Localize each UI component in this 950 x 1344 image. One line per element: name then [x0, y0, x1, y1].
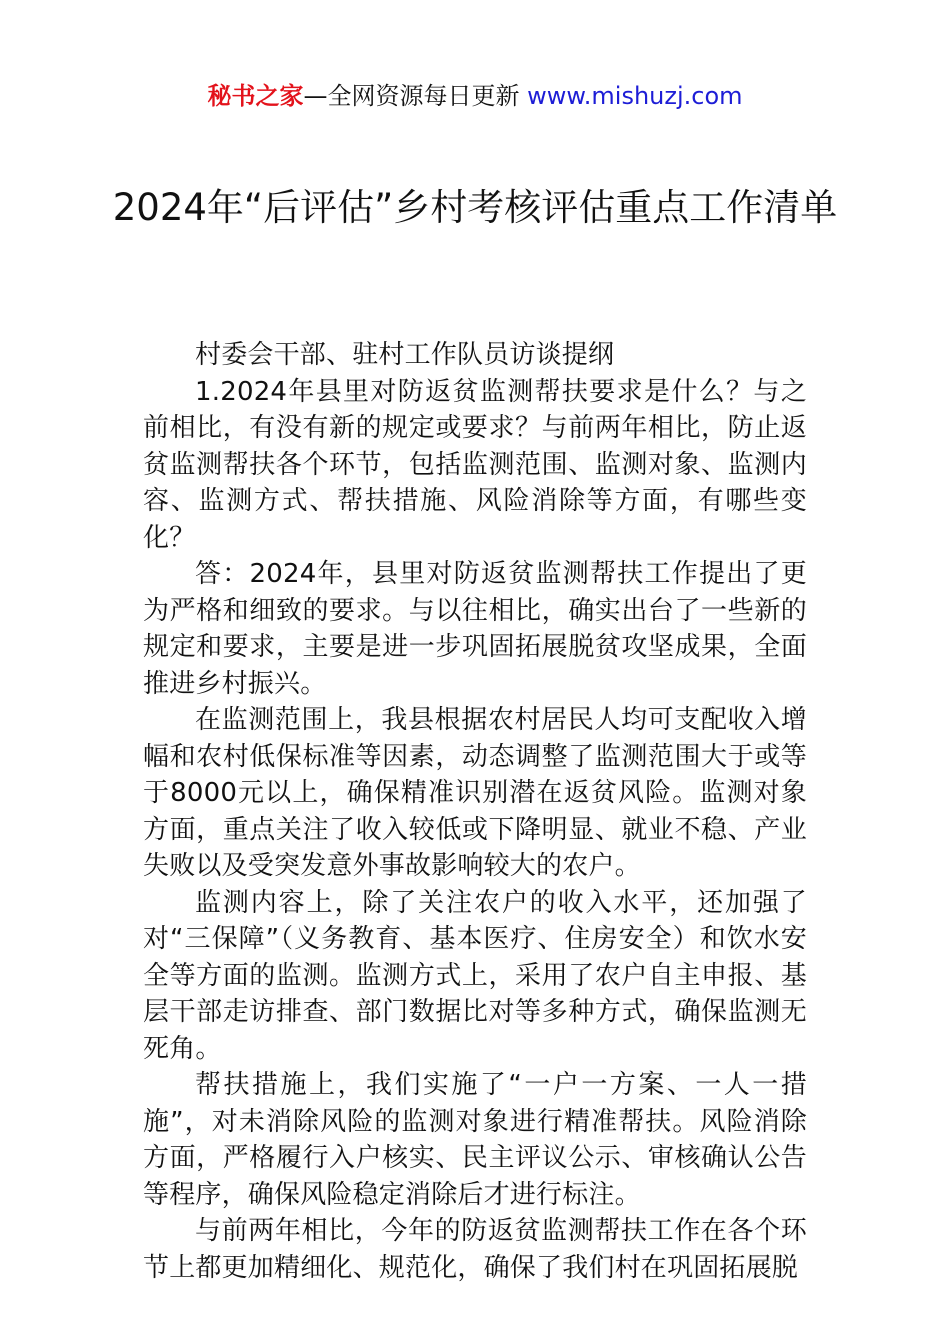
section-heading: 村委会干部、驻村工作队员访谈提纲: [195, 340, 615, 370]
body-paragraph: 监测内容上，除了关注农户的收入水平，还加强了对“三保障”（义务教育、基本医疗、住房安全）和饮水安全等方面的监测。监测方式上，采用了农户自主申报、基层干部走访排查、部门数据比对等多种方式，确保监测无死角。: [143, 887, 807, 1064]
answer-paragraph: 答：2024年，县里对防返贫监测帮扶工作提出了更为严格和细致的要求。与以往相比，确实出台了一些新的规定和要求，主要是进一步巩固拓展脱贫攻坚成果，全面推进乡村振兴。: [143, 559, 807, 699]
site-url-link[interactable]: www.mishuzj.com: [527, 82, 743, 110]
body-paragraph: 在监测范围上，我县根据农村居民人均可支配收入增幅和农村低保标准等因素，动态调整了监测范围大于或等于8000元以上，确保精准识别潜在返贫风险。监测对象方面，重点关注了收入较低或下降明显、就业不稳、产业失败以及受突发意外事故影响较大的农户。: [143, 705, 807, 881]
document-title: 2024年“后评估”乡村考核评估重点工作清单: [112, 186, 838, 229]
brand-name: 秘书之家: [207, 82, 304, 110]
body-paragraph: 与前两年相比，今年的防返贫监测帮扶工作在各个环节上都更加精细化、规范化，确保了我们村在巩固拓展脱: [143, 1216, 807, 1283]
header-tagline: —全网资源每日更新: [303, 82, 528, 110]
site-header: [0, 78, 950, 114]
body-paragraph: 帮扶措施上，我们实施了“一户一方案、一人一措施”，对未消除风险的监测对象进行精准帮扶。风险消除方面，严格履行入户核实、民主评议公示、审核确认公告等程序，确保风险稳定消除后才进行标注。: [143, 1070, 807, 1210]
document-body: [143, 337, 807, 1286]
question-paragraph: 1.2024年县里对防返贫监测帮扶要求是什么？与之前相比，有没有新的规定或要求？与前两年相比，防止返贫监测帮扶各个环节，包括监测范围、监测对象、监测内容、监测方式、帮扶措施、风险消除等方面，有哪些变化？: [143, 376, 807, 553]
